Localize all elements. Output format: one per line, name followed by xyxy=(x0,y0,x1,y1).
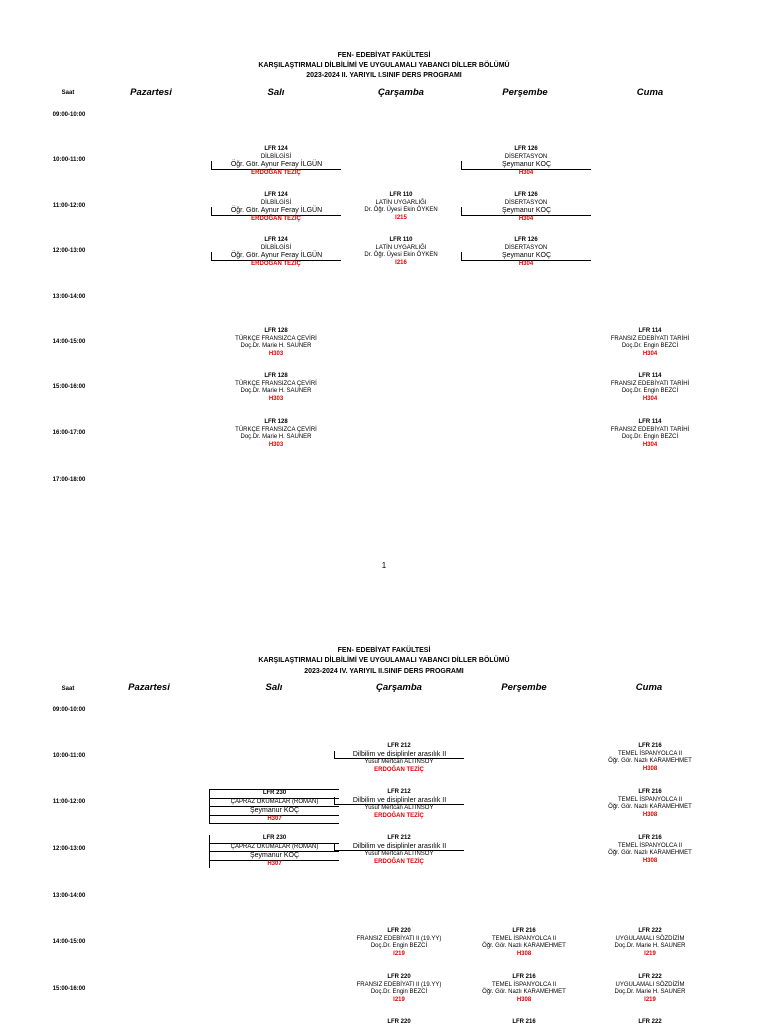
course-room: H307 xyxy=(209,816,339,825)
course-cell xyxy=(209,835,339,868)
course-code: LFR 216 xyxy=(638,789,662,795)
course-cell xyxy=(585,835,715,865)
course-code: LFR 212 xyxy=(387,743,411,749)
course-cell xyxy=(459,928,589,958)
course-title: ÇAPRAZ OKUMALAR (ROMAN) xyxy=(209,844,339,853)
course-instructor: Öğr. Gör. Aynur Feray İLGÜN xyxy=(211,207,341,216)
course-title: DİSERTASYON xyxy=(504,244,548,251)
course-title: TÜRKÇE FRANSIZCA ÇEVİRİ xyxy=(235,426,317,433)
course-cell xyxy=(585,743,715,773)
course-code: LFR 222 xyxy=(638,974,662,980)
course-room: H307 xyxy=(209,861,339,869)
course-code: LFR 212 xyxy=(387,835,411,841)
course-code: LFR 114 xyxy=(638,373,662,379)
course-code: LFR 222 xyxy=(638,1019,662,1025)
course-code: LFR 126 xyxy=(514,146,538,152)
course-title: DİSERTASYON xyxy=(504,199,548,206)
course-code: LFR 216 xyxy=(512,974,536,980)
course-code: LFR 128 xyxy=(264,373,288,379)
course-title: UYGULAMALI SÖZDİZİM xyxy=(615,981,685,988)
course-cell xyxy=(334,789,464,820)
course-cell xyxy=(336,237,466,267)
course-code: LFR 114 xyxy=(638,419,662,425)
course-cell xyxy=(585,974,715,1004)
course-title: TEMEL İSPANYOLCA II xyxy=(491,981,557,988)
time-slot: 15:00-16:00 xyxy=(52,986,86,992)
course-title: TEMEL İSPANYOLCA II xyxy=(617,796,683,803)
day-thursday: Perşembe xyxy=(501,682,547,693)
course-room: H304 xyxy=(518,260,534,267)
time-slot: 15:00-16:00 xyxy=(52,384,86,390)
course-code: LFR 220 xyxy=(387,974,411,980)
course-cell xyxy=(336,192,466,222)
page-number: 1 xyxy=(381,561,387,570)
course-code: LFR 216 xyxy=(512,928,536,934)
course-title: LATİN UYGARLIĞI xyxy=(375,199,427,206)
course-instructor: Doç.Dr. Engin BEZCİ xyxy=(370,989,428,996)
course-code: LFR 128 xyxy=(264,328,288,334)
time-slot: 11:00-12:00 xyxy=(52,799,86,805)
course-instructor: Doç.Dr. Engin BEZCİ xyxy=(621,434,679,441)
course-instructor: Öğr. Gör. Aynur Feray İLGÜN xyxy=(211,161,341,170)
course-title: Dilbilim ve disiplinler arasılık II xyxy=(334,751,464,760)
course-code: LFR 220 xyxy=(387,1019,411,1025)
course-code: LFR 126 xyxy=(514,237,538,243)
course-cell xyxy=(459,1019,589,1027)
course-instructor: Yusuf Mertcan ALTINSOY xyxy=(364,805,434,812)
course-code: LFR 114 xyxy=(638,328,662,334)
course-cell xyxy=(585,928,715,958)
course-title: TEMEL İSPANYOLCA II xyxy=(617,750,683,757)
course-title: DİLBİLGİSİ xyxy=(260,153,292,160)
day-wednesday: Çarşamba xyxy=(376,682,422,693)
course-code: LFR 216 xyxy=(512,1019,536,1025)
course-instructor: Yusuf Mertcan ALTINSOY xyxy=(364,759,434,766)
day-friday: Cuma xyxy=(635,682,663,693)
saat-header: Saat xyxy=(61,90,75,96)
course-code: LFR 230 xyxy=(209,835,339,844)
time-slot: 13:00-14:00 xyxy=(52,893,86,899)
day-wednesday: Çarşamba xyxy=(378,87,424,98)
course-title: ÇAPRAZ OKUMALAR (ROMAN) xyxy=(209,799,339,808)
course-title: LATİN UYGARLIĞI xyxy=(375,244,427,251)
course-room: ERDOĞAN TEZİÇ xyxy=(251,169,301,176)
time-slot: 16:00-17:00 xyxy=(52,430,86,436)
course-room: H308 xyxy=(642,857,658,864)
course-room: H304 xyxy=(642,350,658,357)
course-code: LFR 110 xyxy=(389,192,413,198)
course-title: TÜRKÇE FRANSIZCA ÇEVİRİ xyxy=(235,335,317,342)
course-instructor: Doç.Dr. Engin BEZCİ xyxy=(621,343,679,350)
course-title: FRANSIZ EDEBİYATI TARİHİ xyxy=(610,380,690,387)
course-room: H308 xyxy=(516,996,532,1003)
course-title: Dilbilim ve disiplinler arasılık II xyxy=(334,843,464,852)
course-cell xyxy=(211,237,341,268)
course-room: I219 xyxy=(393,996,405,1003)
course-title: UYGULAMALI SÖZDİZİM xyxy=(615,935,685,942)
course-title: FRANSIZ EDEBİYATI II (19.YY) xyxy=(356,935,442,942)
time-slot: 10:00-11:00 xyxy=(52,753,86,759)
course-cell xyxy=(209,789,339,824)
course-room: H308 xyxy=(642,811,658,818)
course-cell xyxy=(334,928,464,958)
course-cell xyxy=(461,192,591,223)
faculty-title: FEN- EDEBİYAT FAKÜLTESİ xyxy=(337,647,431,654)
course-cell xyxy=(585,419,715,449)
course-code: LFR 124 xyxy=(264,237,288,243)
course-room: ERDOĞAN TEZİÇ xyxy=(374,766,424,773)
day-tuesday: Salı xyxy=(265,682,283,693)
course-code: LFR 212 xyxy=(387,789,411,795)
course-room: H303 xyxy=(268,441,284,448)
program-title: 2023-2024 II. YARIYIL I.SINIF DERS PROGRAMI xyxy=(306,72,462,79)
course-instructor: Doç.Dr. Marie H. SAUNER xyxy=(240,343,312,350)
day-tuesday: Salı xyxy=(267,87,285,98)
course-code: LFR 128 xyxy=(264,419,288,425)
course-instructor: Doç.Dr. Engin BEZCİ xyxy=(621,388,679,395)
course-title: FRANSIZ EDEBİYATI II (19.YY) xyxy=(356,981,442,988)
time-slot: 14:00-15:00 xyxy=(52,939,86,945)
course-room: ERDOĞAN TEZİÇ xyxy=(251,215,301,222)
time-slot: 10:00-11:00 xyxy=(52,157,86,163)
program-title: 2023-2024 IV. YARIYIL II.SINIF DERS PROGRAMI xyxy=(304,668,464,675)
course-title: DİSERTASYON xyxy=(504,153,548,160)
course-instructor: Doç.Dr. Marie H. SAUNER xyxy=(614,943,686,950)
day-monday: Pazartesi xyxy=(130,87,172,98)
course-title: DİLBİLGİSİ xyxy=(260,199,292,206)
course-instructor: Öğr. Gör. Nazlı KARAMEHMET xyxy=(608,804,692,811)
course-room: H304 xyxy=(642,395,658,402)
course-cell xyxy=(211,192,341,223)
course-room: H304 xyxy=(642,441,658,448)
course-room: I219 xyxy=(644,950,656,957)
course-room: I216 xyxy=(395,259,407,266)
course-cell xyxy=(461,146,591,177)
day-monday: Pazartesi xyxy=(128,682,170,693)
course-cell xyxy=(211,328,341,358)
course-instructor: Öğr. Gör. Nazlı KARAMEHMET xyxy=(482,943,566,950)
course-instructor: Doç.Dr. Marie H. SAUNER xyxy=(614,989,686,996)
time-slot: 13:00-14:00 xyxy=(52,294,86,300)
course-room: H304 xyxy=(518,215,534,222)
course-room: H308 xyxy=(642,765,658,772)
course-room: H303 xyxy=(268,350,284,357)
course-instructor: Şeymanur KOÇ xyxy=(209,807,339,816)
course-room: I219 xyxy=(393,950,405,957)
course-code: LFR 216 xyxy=(638,835,662,841)
course-title: TEMEL İSPANYOLCA II xyxy=(617,842,683,849)
time-slot: 12:00-13:00 xyxy=(52,846,86,852)
course-instructor: Öğr. Gör. Nazlı KARAMEHMET xyxy=(482,989,566,996)
course-room: ERDOĞAN TEZİÇ xyxy=(251,260,301,267)
course-code: LFR 110 xyxy=(389,237,413,243)
course-code: LFR 222 xyxy=(638,928,662,934)
day-friday: Cuma xyxy=(636,87,664,98)
course-cell xyxy=(585,1019,715,1027)
course-title: FRANSIZ EDEBİYATI TARİHİ xyxy=(610,426,690,433)
course-instructor: Doç.Dr. Marie H. SAUNER xyxy=(240,434,312,441)
course-instructor: Öğr. Gör. Nazlı KARAMEHMET xyxy=(608,850,692,857)
course-code: LFR 230 xyxy=(209,789,339,799)
time-slot: 14:00-15:00 xyxy=(52,339,86,345)
course-title: FRANSIZ EDEBİYATI TARİHİ xyxy=(610,335,690,342)
course-room: I215 xyxy=(395,214,407,221)
course-title: TÜRKÇE FRANSIZCA ÇEVİRİ xyxy=(235,380,317,387)
time-slot: 17:00-18:00 xyxy=(52,477,86,483)
course-room: H304 xyxy=(518,169,534,176)
course-title: DİLBİLGİSİ xyxy=(260,244,292,251)
course-instructor: Şeymanur KOÇ xyxy=(461,207,591,216)
course-code: LFR 124 xyxy=(264,146,288,152)
course-code: LFR 216 xyxy=(638,743,662,749)
course-instructor: Dr. Öğr. Üyesi Ekin ÖYKEN xyxy=(364,252,438,259)
time-slot: 09:00-10:00 xyxy=(52,112,86,118)
course-cell xyxy=(211,146,341,177)
course-cell xyxy=(585,328,715,358)
course-room: H303 xyxy=(268,395,284,402)
course-room: H308 xyxy=(516,950,532,957)
course-title: TEMEL İSPANYOLCA II xyxy=(491,935,557,942)
course-code: LFR 124 xyxy=(264,192,288,198)
course-cell xyxy=(334,1019,464,1027)
course-instructor: Şeymanur KOÇ xyxy=(461,252,591,261)
course-cell xyxy=(334,835,464,866)
day-thursday: Perşembe xyxy=(502,87,548,98)
course-cell xyxy=(459,974,589,1004)
course-code: LFR 220 xyxy=(387,928,411,934)
time-slot: 12:00-13:00 xyxy=(52,248,86,254)
course-instructor: Doç.Dr. Marie H. SAUNER xyxy=(240,388,312,395)
course-instructor: Şeymanur KOÇ xyxy=(209,852,339,861)
course-room: ERDOĞAN TEZİÇ xyxy=(374,858,424,865)
course-code: LFR 126 xyxy=(514,192,538,198)
faculty-title: FEN- EDEBİYAT FAKÜLTESİ xyxy=(337,52,431,59)
course-cell xyxy=(585,789,715,819)
time-slot: 09:00-10:00 xyxy=(52,707,86,713)
course-instructor: Doç.Dr. Engin BEZCİ xyxy=(370,943,428,950)
course-instructor: Dr. Öğr. Üyesi Ekin ÖYKEN xyxy=(364,207,438,214)
course-cell xyxy=(211,373,341,403)
course-instructor: Öğr. Gör. Aynur Feray İLGÜN xyxy=(211,252,341,261)
department-title: KARŞILAŞTIRMALI DİLBİLİMİ VE UYGULAMALI YABANCI DİLLER BÖLÜMÜ xyxy=(258,657,510,664)
course-cell xyxy=(211,419,341,449)
course-cell xyxy=(461,237,591,268)
course-instructor: Öğr. Gör. Nazlı KARAMEHMET xyxy=(608,758,692,765)
course-cell xyxy=(334,974,464,1004)
course-room: I219 xyxy=(644,996,656,1003)
course-instructor: Şeymanur KOÇ xyxy=(461,161,591,170)
course-room: ERDOĞAN TEZİÇ xyxy=(374,812,424,819)
course-cell xyxy=(334,743,464,774)
department-title: KARŞILAŞTIRMALI DİLBİLİMİ VE UYGULAMALI YABANCI DİLLER BÖLÜMÜ xyxy=(258,62,510,69)
time-slot: 11:00-12:00 xyxy=(52,203,86,209)
course-title: Dilbilim ve disiplinler arasılık II xyxy=(334,797,464,806)
saat-header: Saat xyxy=(61,686,75,692)
course-instructor: Yusuf Mertcan ALTINSOY xyxy=(364,851,434,858)
course-cell xyxy=(585,373,715,403)
